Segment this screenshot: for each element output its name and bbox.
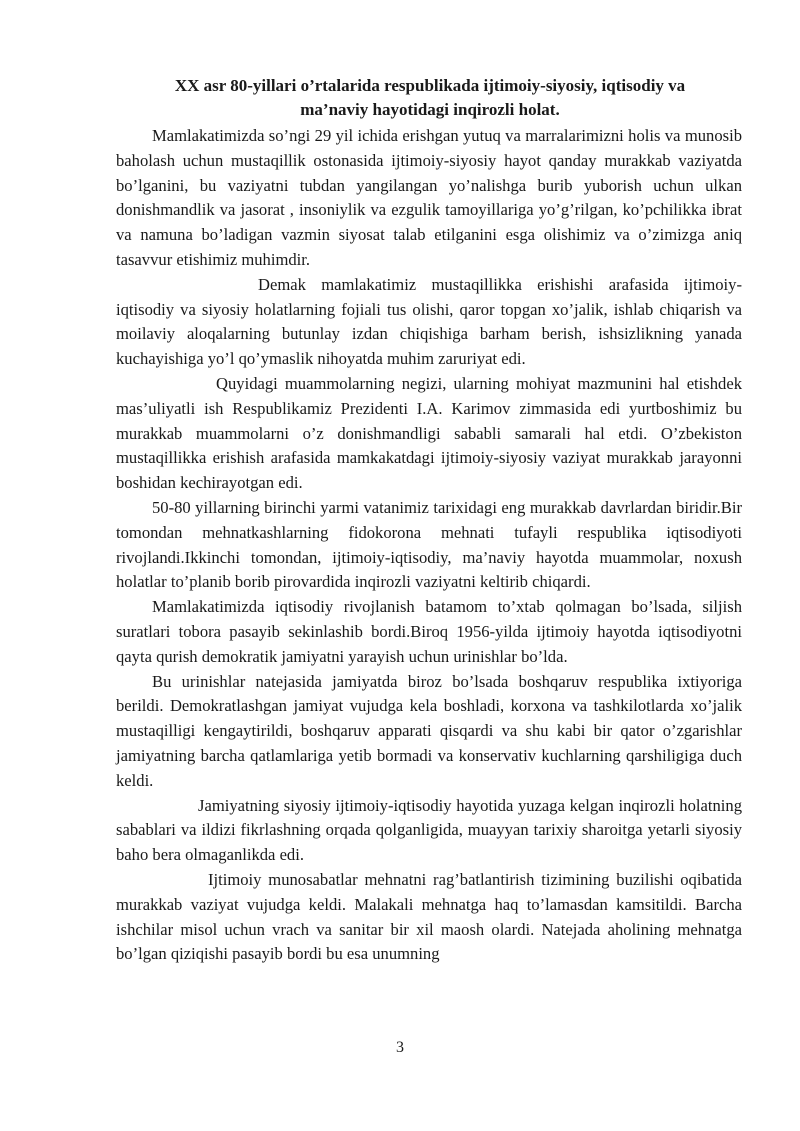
- page-number: 3: [396, 1039, 404, 1056]
- paragraph-1: Mamlakatimizda so’ngi 29 yil ichida erishgan yutuq va marralarimizni holis va munosib baholash uchun mustaqillik ostonasida ijtimoiy-siyosiy hayot qanday murakkab vaziyatda bo’lganini, bu vaziyatni tubdan yangilangan yo’nalishga burib yuborish uchun ulkan donishmandlik va jasorat , insoniylik va ezgulik tamoyillariga yo’g’rilgan, ko’pchilikka ibrat va namuna bo’ladigan vazmin siyosat talab etilganini esga olishimiz va o’zimizga aniq tasavvur etishimiz muhimdir.: [116, 126, 742, 269]
- paragraph-2: Demak mamlakatimiz mustaqillikka erishishi arafasida ijtimoiy-iqtisodiy va siyosiy holatlarning fojiali tus olishi, qaror topgan xo’jalik, ishlab chiqarish va moilaviy aloqalarning butunlay izdan chiqishiga barham berish, ishsizlikning yanada kuchayishiga yo’l qo’ymaslik nihoyatda muhim zaruriyat edi.: [116, 274, 742, 369]
- document-body: [116, 124, 742, 967]
- paragraph-7: Jamiyatning siyosiy ijtimoiy-iqtisodiy hayotida yuzaga kelgan inqirozli holatning sabablari va ildizi fikrlashning orqada qolganligida, muayyan tarixiy sharoitga yetarli siyosiy baho bera olmaganlikda edi.: [116, 795, 742, 865]
- paragraph-6: Bu urinishlar natejasida jamiyatda biroz bo’lsada boshqaruv respublika ixtiyoriga berildi. Demokratlashgan jamiyat vujudga kela boshladi, korxona va tashkilotlarda xo’jalik mustaqilligi kengaytirildi, boshqaruv apparati qisqardi va shu kabi bir qator o’zgarishlar jamiyatning barcha qatlamlariga yetib bormadi va konservativ kuchlarning qarshiligiga duch keldi.: [116, 671, 742, 790]
- paragraph-5: Mamlakatimizda iqtisodiy rivojlanish batamom to’xtab qolmagan bo’lsada, siljish suratlari tobora pasayib sekinlashib bordi.Biroq 1956-yilda ijtimoiy hayotda iqtisodiyotni qayta qurish demokratik jamiyatni yarayish uchun urinishlar bo’lda.: [116, 597, 742, 666]
- paragraph-8: Ijtimoiy munosabatlar mehnatni rag’batlantirish tizimining buzilishi oqibatida murakkab vaziyat vujudga keldi. Malakali mehnatga haq to’lamasdan kamsitildi. Barcha ishchilar misol uchun vrach va sanitar bir xil maosh olardi. Natejada aholining mehnatga bo’lgan qiziqishi pasayib bordi bu esa unumning: [116, 869, 742, 964]
- paragraph-4: 50-80 yillarning birinchi yarmi vatanimiz tarixidagi eng murakkab davrlardan biridir.Bir tomondan mehnatkashlarning fidokorona mehnati tufayli respublika iqtisodiyoti rivojlandi.Ikkinchi tomondan, ijtimoiy-iqtisodiy, ma’naviy hayotda muammolar, noxush holatlar to’planib borib pirovardida inqirozli vaziyatni keltirib chiqardi.: [116, 497, 742, 592]
- title-line-1: XX asr 80-yillari o’rtalarida respublikada ijtimoiy-siyosiy, iqtisodiy va: [174, 76, 686, 95]
- title-line-2: ma’naviy hayotidagi inqirozli holat.: [300, 100, 560, 119]
- paragraph-3: Quyidagi muammolarning negizi, ularning mohiyat mazmunini hal etishdek mas’uliyatli ish Respublikamiz Prezidenti I.A. Karimov zimmasida edi yurtboshimiz bu murakkab muammolarni o’z donishmandligi sababli samarali hal etdi. O’zbekiston mustaqillikka erishish arafasida mamkakatdagi ijtimoiy-siyosiy vaziyat murakkab jarayonni boshidan kechirayotgan edi.: [116, 373, 742, 493]
- document-title: [118, 74, 742, 122]
